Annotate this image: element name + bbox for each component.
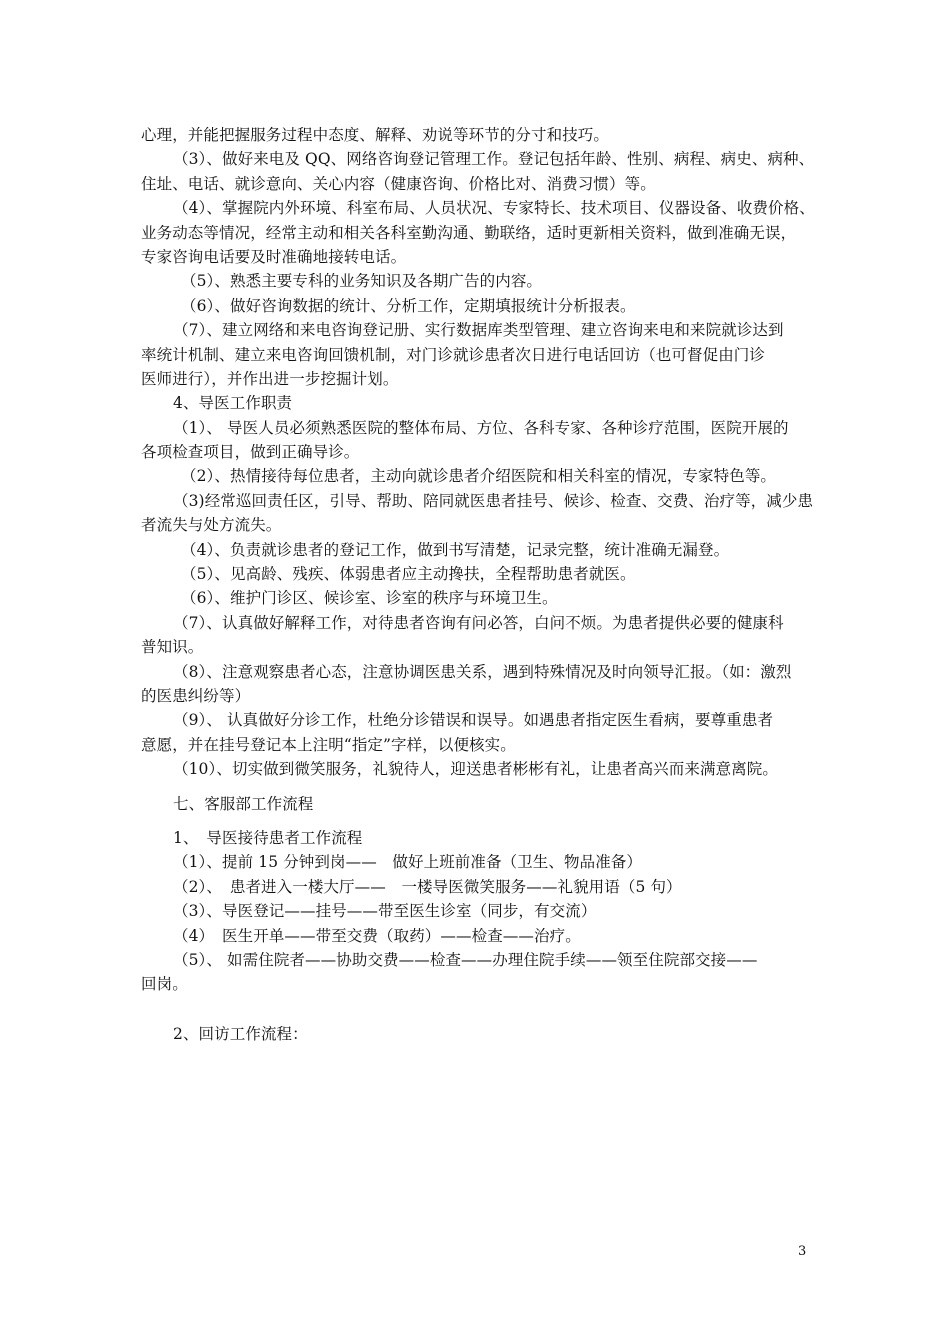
paragraph-line: 专家咨询电话要及时准确地接转电话。 [141,247,407,266]
paragraph-line: （4）、负责就诊患者的登记工作，做到书写清楚，记录完整，统计准确无漏登。 [181,540,730,559]
paragraph-line: 心理，并能把握服务过程中态度、解释、劝说等环节的分寸和技巧。 [141,126,610,144]
paragraph-line: （5）、见高龄、残疾、体弱患者应主动搀扶，全程帮助患者就医。 [181,565,636,584]
paragraph-line: 率统计机制、建立来电咨询回馈机制，对门诊就诊患者次日进行电话回访（也可督促由门诊 [141,345,766,364]
paragraph-line: 意愿，并在挂号登记本上注明“指定”字样，以便核实。 [141,735,516,754]
flow-step: 回岗。 [141,975,188,994]
page-number: 3 [798,1244,807,1259]
subsection-heading: 1、 导医接待患者工作流程 [173,828,363,847]
paragraph-line: （1）、 导医人员必须熟悉医院的整体布局、方位、各科专家、各种诊疗范围，医院开展的 [173,418,789,437]
paragraph-line: 住址、电话、就诊意向、关心内容（健康咨询、价格比对、消费习惯）等。 [141,174,656,193]
paragraph-line: 普知识。 [141,638,204,657]
paragraph-line: （7）、认真做好解释工作，对待患者咨询有问必答，白问不烦。为患者提供必要的健康科 [173,613,784,632]
paragraph-line: （4）、掌握院内外环境、科室布局、人员状况、专家特长、技术项目、仪器设备、收费价格、 [173,199,815,218]
paragraph-line: 业务动态等情况，经常主动和相关各科室勤沟通、勤联络，适时更新相关资料，做到准确无误， [141,223,797,242]
paragraph-line: （8）、注意观察患者心态，注意协调医患关系，遇到特殊情况及时向领导汇报。（如：激烈 [173,662,792,681]
paragraph-line: 的医患纠纷等） [141,686,251,705]
paragraph-line: 医师进行），并作出进一步挖掘计划。 [141,369,399,388]
flow-step: （2）、 患者进入一楼大厅—— 一楼导医微笑服务——礼貌用语（5 句） [173,877,682,896]
paragraph-line: （2）、热情接待每位患者，主动向就诊患者介绍医院和相关科室的情况，专家特色等。 [181,467,777,486]
paragraph-line: （10）、切实做到微笑服务，礼貌待人，迎送患者彬彬有礼，让患者高兴而来满意离院。 [173,760,778,779]
paragraph-line: 各项检查项目，做到正确导诊。 [141,443,360,462]
paragraph-line: （6）、维护门诊区、候诊室、诊室的秩序与环境卫生。 [181,589,558,608]
flow-step: （4） 医生开单——带至交费（取药）——检查——治疗。 [173,926,581,945]
paragraph-line: （6）、做好咨询数据的统计、分析工作，定期填报统计分析报表。 [181,296,636,315]
section-heading: 4、导医工作职责 [173,394,293,413]
section-heading: 七、客服部工作流程 [173,794,314,813]
flow-step: （1）、提前 15 分钟到岗—— 做好上班前准备（卫生、物品准备） [173,853,642,872]
paragraph-line: （7）、建立网络和来电咨询登记册、实行数据库类型管理、建立咨询来电和来院就诊达到 [173,321,784,340]
flow-step: （3）、导医登记——挂号——带至医生诊室（同步，有交流） [173,902,597,921]
flow-step: （5）、 如需住院者——协助交费——检查——办理住院手续——领至住院部交接—— [173,950,758,969]
subsection-heading: 2、回访工作流程： [173,1024,308,1043]
paragraph-line: 者流失与处方流失。 [141,516,282,535]
paragraph-line: （5）、熟悉主要专科的业务知识及各期广告的内容。 [181,272,543,291]
paragraph-line: （9）、 认真做好分诊工作，杜绝分诊错误和误导。如遇患者指定医生看病，要尊重患者 [173,711,774,730]
page-body [141,123,821,1046]
paragraph-line: （3）、做好来电及 QQ、网络咨询登记管理工作。登记包括年龄、性别、病程、病史、病种、 [173,150,815,169]
paragraph-line: （3)经常巡回责任区，引导、帮助、陪同就医患者挂号、候诊、检查、交费、治疗等，减少患 [173,491,814,510]
